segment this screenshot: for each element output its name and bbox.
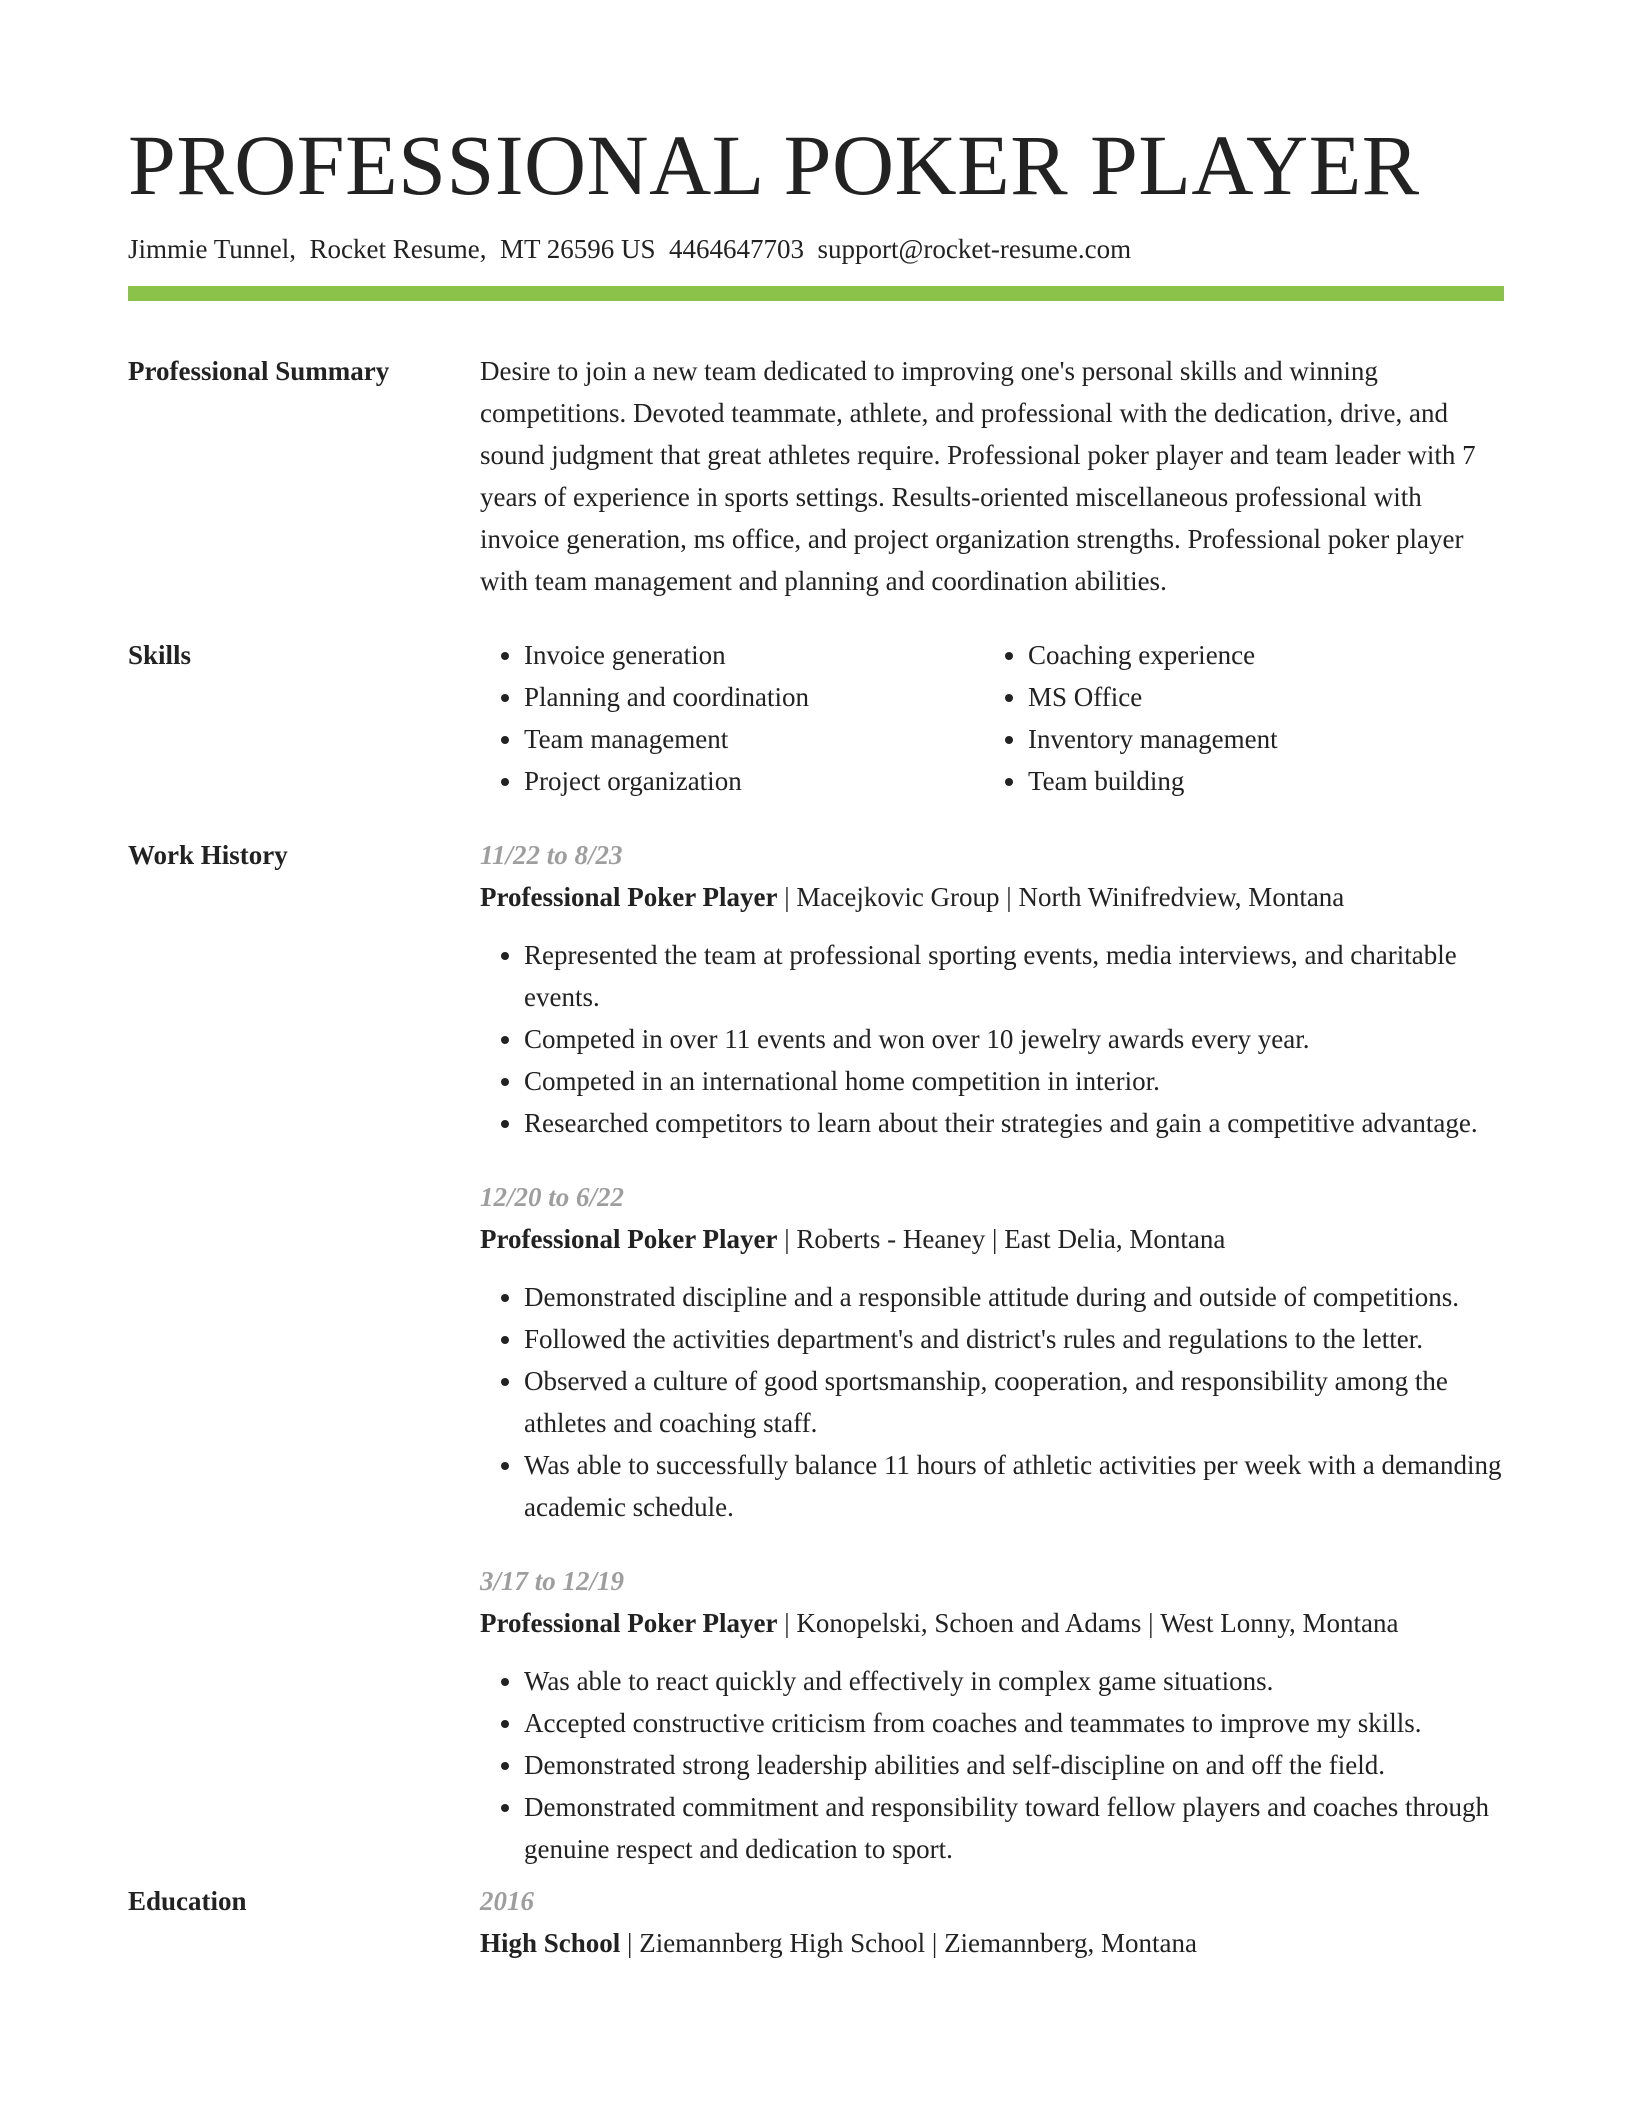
job-entry [480, 834, 1504, 1144]
education-school: Ziemannberg High School [639, 1928, 926, 1958]
skill-item: • Planning and coordination [524, 676, 984, 718]
work-history-section [128, 834, 1504, 1880]
job-bullet: • Followed the activities department's and district's rules and regulations to the letter. [524, 1318, 1504, 1360]
job-bullet: • Represented the team at professional sporting events, media interviews, and charitable events. [524, 934, 1504, 1018]
job-bullet: • Competed in an international home competition in interior. [524, 1060, 1504, 1102]
job-bullets [480, 1660, 1504, 1870]
skills-label: Skills [128, 640, 192, 670]
work-history-body [480, 834, 1504, 1880]
job-location: North Winifredview, Montana [1018, 882, 1345, 912]
job-bullet: • Was able to successfully balance 11 hours of athletic activities per week with a demanding academic schedule. [524, 1444, 1504, 1528]
skills-list-right [984, 634, 1504, 802]
job-date: 12/20 to 6/22 [480, 1182, 625, 1212]
contact-location: MT 26596 US [500, 234, 656, 264]
job-company: Macejkovic Group [796, 882, 1000, 912]
skill-item: • Team building [1028, 760, 1504, 802]
summary-section [128, 350, 1504, 602]
education-body [480, 1880, 1504, 1964]
separator: | [1006, 882, 1012, 912]
job-bullet: • Accepted constructive criticism from coaches and teammates to improve my skills. [524, 1702, 1504, 1744]
separator: | [627, 1928, 633, 1958]
job-bullet: • Demonstrated commitment and responsibility toward fellow players and coaches through genuine respect and dedication to sport. [524, 1786, 1504, 1870]
skills-body [480, 634, 1504, 802]
job-entry [480, 1560, 1504, 1870]
education-degree: High School [480, 1928, 621, 1958]
resume-sections [128, 350, 1504, 1964]
separator: | [1148, 1608, 1154, 1638]
separator: | [992, 1224, 998, 1254]
separator: | [931, 1928, 938, 1958]
skill-item: • MS Office [1028, 676, 1504, 718]
skills-list-left [480, 634, 984, 802]
summary-label: Professional Summary [128, 356, 390, 386]
contact-email: support@rocket-resume.com [817, 234, 1132, 264]
summary-body [480, 350, 1504, 602]
job-bullet: • Researched competitors to learn about their strategies and gain a competitive advantage. [524, 1102, 1504, 1144]
job-title: Professional Poker Player [480, 1608, 778, 1638]
contact-company: Rocket Resume, [309, 234, 487, 264]
job-heading [480, 876, 1504, 918]
resume-title: PROFESSIONAL POKER PLAYER [128, 117, 1420, 213]
job-bullets [480, 1276, 1504, 1528]
job-company: Roberts - Heaney [796, 1224, 986, 1254]
job-bullets [480, 934, 1504, 1144]
education-date: 2016 [480, 1886, 534, 1916]
header-divider [128, 286, 1504, 301]
job-bullet: • Observed a culture of good sportsmanship, cooperation, and responsibility among the athletes and coaching staff. [524, 1360, 1504, 1444]
skills-columns [480, 634, 1504, 802]
job-entry [480, 1176, 1504, 1528]
contact-phone: 4464647703 [669, 234, 805, 264]
skill-item: • Team management [524, 718, 984, 760]
contact-line [128, 231, 1131, 267]
skill-item: • Invoice generation [524, 634, 984, 676]
skill-item: • Inventory management [1028, 718, 1504, 760]
summary-text: Desire to join a new team dedicated to improving one's personal skills and winning competitions. Devoted teammate, athlete, and professional with the dedication, drive, and sound judgment that great athletes require. Professional poker player and team leader with 7 years of experience in sports settings. Results-oriented miscellaneous professional with invoice generation, ms office, and project organization strengths. Professional poker player with team management and planning and coordination abilities. [480, 356, 1476, 596]
skill-item: • Project organization [524, 760, 984, 802]
job-location: West Lonny, Montana [1160, 1608, 1399, 1638]
job-location: East Delia, Montana [1004, 1224, 1226, 1254]
job-bullet: • Was able to react quickly and effectively in complex game situations. [524, 1660, 1504, 1702]
job-company: Konopelski, Schoen and Adams [796, 1608, 1142, 1638]
job-bullet: • Competed in over 11 events and won over 10 jewelry awards every year. [524, 1018, 1504, 1060]
job-heading [480, 1602, 1504, 1644]
work-history-label: Work History [128, 840, 288, 870]
job-heading [480, 1218, 1504, 1260]
job-title: Professional Poker Player [480, 882, 778, 912]
separator: | [784, 1608, 790, 1638]
education-location: Ziemannberg, Montana [944, 1928, 1197, 1958]
education-heading [480, 1922, 1504, 1964]
job-bullet: • Demonstrated strong leadership abilities and self-discipline on and off the field. [524, 1744, 1504, 1786]
education-label: Education [128, 1886, 247, 1916]
job-bullet: • Demonstrated discipline and a responsible attitude during and outside of competitions. [524, 1276, 1504, 1318]
skill-item: • Coaching experience [1028, 634, 1504, 676]
separator: | [784, 882, 790, 912]
education-section [128, 1880, 1504, 1964]
job-date: 11/22 to 8/23 [480, 840, 623, 870]
job-date: 3/17 to 12/19 [480, 1566, 625, 1596]
skills-section [128, 634, 1504, 802]
job-title: Professional Poker Player [480, 1224, 778, 1254]
contact-name: Jimmie Tunnel, [128, 234, 297, 264]
separator: | [784, 1224, 790, 1254]
